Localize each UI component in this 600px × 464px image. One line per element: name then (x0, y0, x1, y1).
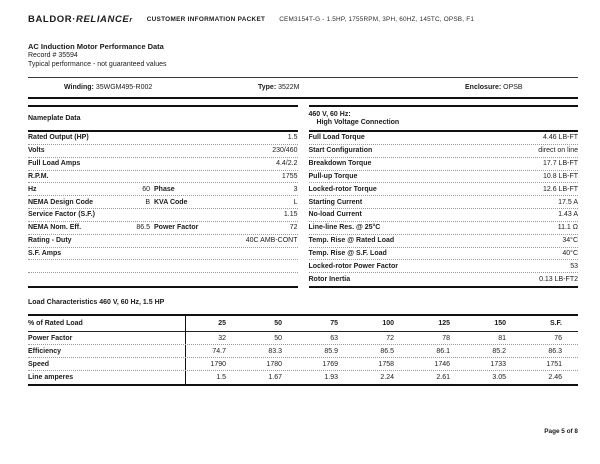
hv-connection-header (309, 107, 579, 132)
cell-value: 2.61 (436, 374, 450, 381)
row-value: 72 (289, 224, 298, 232)
table-row (309, 260, 579, 273)
cell-value: 83.3 (268, 347, 282, 355)
row-value: 230/460 (272, 147, 298, 155)
row-label: NEMA Nom. Eff. (28, 224, 82, 232)
row-mid-value: 86.5 (136, 224, 150, 232)
row-label: Hz (28, 185, 37, 193)
row-label: Breakdown Torque (308, 160, 372, 168)
row-label: Locked-rotor Power Factor (308, 262, 398, 270)
winding-label: Winding: (64, 84, 94, 91)
table-row (309, 209, 579, 222)
row-label: Temp. Rise @ S.F. Load (308, 250, 387, 258)
cell-value: 74.7 (212, 347, 226, 355)
cell-value: 86.1 (436, 347, 450, 355)
row-label: Temp. Rise @ Rated Load (308, 237, 395, 245)
type-field (258, 84, 465, 91)
cell-value: 1751 (546, 360, 562, 368)
cell-value: 76 (554, 334, 562, 342)
page-header (28, 14, 578, 25)
column-header: 50 (274, 320, 282, 327)
cell-value: 1790 (210, 360, 226, 368)
load-header-label: % of Rated Load (28, 316, 186, 331)
load-table-header-row (28, 316, 578, 332)
cell-value: 85.9 (324, 347, 338, 355)
logo-trademark: r (129, 17, 133, 24)
cell-value: 63 (330, 334, 338, 342)
row-label: Start Configuration (308, 147, 373, 155)
row-mid-value: B (145, 198, 150, 206)
row-label: NEMA Design Code (28, 198, 94, 206)
row-label: Locked-rotor Torque (308, 185, 377, 193)
table-row (309, 132, 579, 145)
row-label: Rating - Duty (28, 237, 72, 245)
row-value: 1755 (281, 172, 298, 180)
performance-note: Typical performance - not guaranteed values (28, 61, 167, 68)
logo-baldor: BALDOR (28, 14, 73, 25)
data-columns (28, 105, 578, 288)
row-value: 53 (570, 262, 578, 270)
packet-title: CUSTOMER INFORMATION PACKET (146, 16, 266, 23)
table-row (28, 358, 578, 371)
table-row (309, 273, 579, 286)
title-block (28, 42, 578, 69)
cell-value: 85.2 (492, 347, 506, 355)
product-code: CEM3154T-G - 1.5HP, 1755RPM, 3PH, 60HZ, 145TC, OPSB, F1 (279, 16, 475, 23)
row-value: 40°C (562, 250, 578, 258)
cell-value: 1.67 (268, 374, 282, 381)
table-row (28, 371, 578, 384)
row-value: L (293, 198, 298, 206)
cell-value: 1.93 (324, 374, 338, 381)
table-row (28, 235, 298, 248)
table-row (309, 222, 579, 235)
table-row (28, 196, 298, 209)
row-label2: KVA Code (154, 198, 188, 206)
row-label: Service Factor (S.F.) (28, 211, 95, 219)
column-header: 25 (218, 320, 226, 327)
logo-reliance: RELIANCE (76, 14, 130, 25)
row-value: 17.7 LB-FT (542, 160, 578, 168)
table-row (309, 248, 579, 261)
table-row (28, 248, 298, 261)
table-row (28, 222, 298, 235)
row-label: Speed (28, 358, 186, 370)
cell-value: 32 (218, 334, 226, 342)
cell-value: 1746 (434, 360, 450, 368)
cell-value: 72 (386, 334, 394, 342)
row-label2: Phase (154, 185, 175, 193)
winding-field (28, 84, 258, 91)
cell-value: 1780 (266, 360, 282, 368)
cell-value: 2.46 (548, 374, 562, 381)
cell-value: 86.3 (548, 347, 562, 355)
row-value: 11.1 Ω (557, 224, 578, 232)
row-value: 17.5 A (558, 198, 578, 206)
row-value: 10.8 LB-FT (542, 172, 578, 180)
cell-value: 1758 (378, 360, 394, 368)
row-label: Line-line Res. @ 25°C (308, 224, 381, 232)
row-label: Starting Current (308, 198, 363, 206)
row-label: Efficiency (28, 345, 186, 357)
row-label: Line amperes (28, 371, 186, 384)
table-row (28, 158, 298, 171)
nameplate-header-label: Nameplate Data (28, 114, 81, 122)
row-label: S.F. Amps (28, 250, 62, 258)
logo-dot: · (72, 14, 77, 25)
nameplate-header (28, 107, 298, 132)
page-number: Page 5 of 8 (544, 428, 578, 435)
type-label: Type: (258, 84, 277, 91)
row-label: Pull-up Torque (308, 172, 358, 180)
load-characteristics-title: Load Characteristics 460 V, 60 Hz, 1.5 HP (28, 299, 165, 306)
row-label: Volts (28, 147, 45, 155)
row-value: 12.6 LB-FT (542, 185, 578, 193)
winding-bar (28, 77, 578, 99)
hv-header-line2: High Voltage Connection (316, 118, 400, 126)
table-row (28, 145, 298, 158)
row-value: 3 (293, 185, 298, 193)
row-value: 1.5 (287, 134, 298, 142)
record-number: Record # 35594 (28, 52, 78, 59)
row-value: 40C AMB-CONT (245, 237, 298, 245)
table-row-empty (28, 260, 298, 273)
table-row (309, 158, 579, 171)
table-row (309, 145, 579, 158)
winding-value: 35WGM495-R002 (95, 84, 153, 91)
table-row (28, 132, 298, 145)
column-header: 75 (330, 320, 338, 327)
column-header: 150 (494, 320, 506, 327)
cell-value: 81 (498, 334, 506, 342)
table-row (309, 235, 579, 248)
cell-value: 86.5 (380, 347, 394, 355)
table-row-empty (28, 273, 298, 286)
row-label: R.P.M. (28, 172, 49, 180)
cell-value: 50 (274, 334, 282, 342)
nameplate-table (28, 105, 298, 288)
column-header: 125 (438, 320, 450, 327)
row-label2: Power Factor (154, 224, 199, 232)
row-value: 1.43 A (558, 211, 578, 219)
table-row (28, 209, 298, 222)
cell-value: 1733 (490, 360, 506, 368)
table-row (309, 183, 579, 196)
enclosure-value: OPSB (503, 84, 523, 91)
cell-value: 3.05 (492, 374, 506, 381)
column-header: 100 (382, 320, 394, 327)
cell-value: 78 (442, 334, 450, 342)
row-label: No-load Current (308, 211, 362, 219)
table-row (28, 332, 578, 345)
row-value: 4.46 LB-FT (542, 134, 578, 142)
hv-connection-table (309, 105, 579, 288)
row-label: Rotor Inertia (308, 276, 351, 284)
enclosure-label: Enclosure: (465, 84, 502, 91)
row-value: direct on line (538, 147, 578, 155)
enclosure-field (465, 84, 578, 91)
row-value: 1.15 (283, 211, 298, 219)
cell-value: 1769 (322, 360, 338, 368)
table-row (309, 171, 579, 184)
row-value: 4.4/2.2 (276, 160, 298, 168)
document-title: AC Induction Motor Performance Data (28, 42, 164, 51)
type-value: 3522M (278, 84, 300, 91)
table-row (28, 345, 578, 358)
load-characteristics-table (28, 314, 578, 386)
table-row (28, 171, 298, 184)
row-label: Rated Output (HP) (28, 134, 89, 142)
row-label: Full Load Torque (308, 134, 365, 142)
table-row (309, 196, 579, 209)
row-value: 34°C (562, 237, 578, 245)
column-header: S.F. (549, 320, 562, 327)
baldor-reliance-logo (28, 14, 133, 25)
row-label: Power Factor (28, 332, 186, 344)
table-row (28, 183, 298, 196)
cell-value: 2.24 (380, 374, 394, 381)
row-mid-value: 60 (142, 185, 150, 193)
row-value: 0.13 LB-FT2 (539, 276, 578, 284)
row-label: Full Load Amps (28, 160, 81, 168)
cell-value: 1.5 (216, 374, 226, 381)
hv-header-line1: 460 V, 60 Hz: (308, 110, 351, 118)
